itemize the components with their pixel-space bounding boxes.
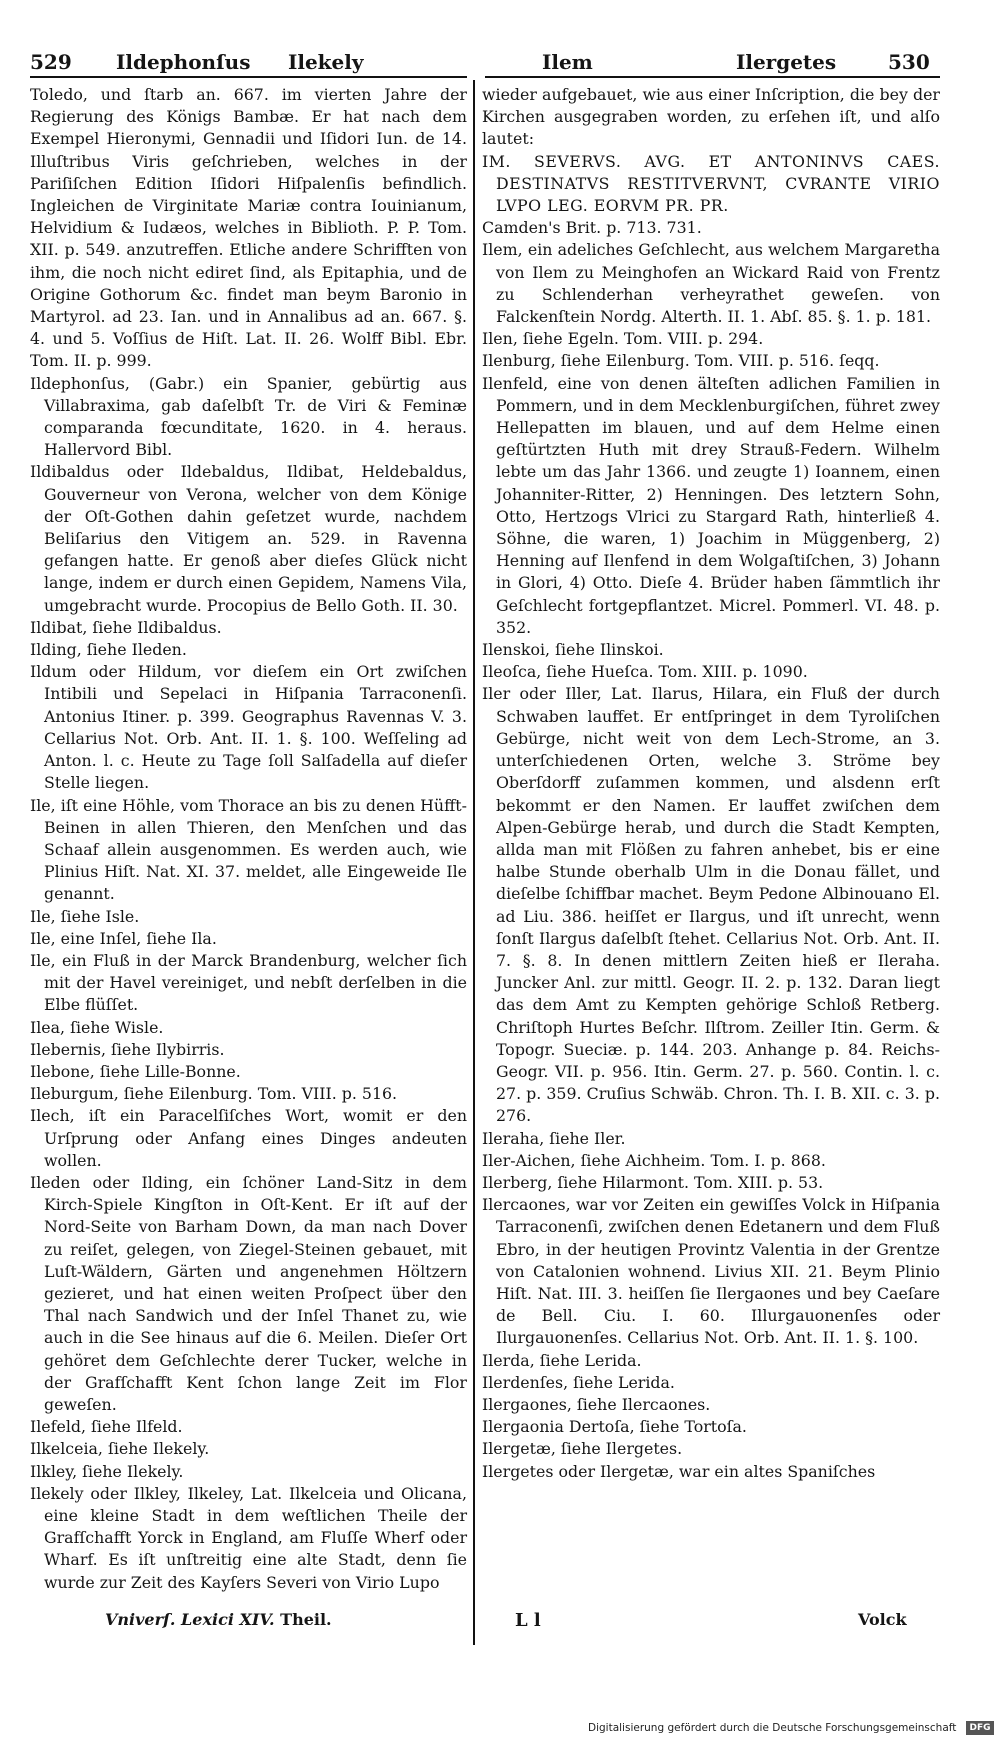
entry-paragraph: Ilercaones, war vor Zeiten ein gewiſſes Volck in Hiſpania Tarraconenſi, zwiſchen denen Edetanern und dem Fluß Ebro, in der heutigen Provintz Valentia in der Grentze von Catalonien wohnend. Livius XII. 21. Beym Plinio Hiſt. Nat. III. 3. heiſſen ſie Ilergaones und bey Caeſare de Bell. Ciu. I. 60. Illurgauonenſes oder Ilurgauonenſes. Cellarius Not. Orb. Ant. II. 1. §. 100. <box>482 1195 940 1348</box>
running-header <box>30 44 940 80</box>
right-page-number: 530 <box>888 50 930 74</box>
entry-paragraph: Ildephonſus, (Gabr.) ein Spanier, gebürtig aus Villabraxima, gab daſelbſt Tr. de Viri & Feminæ comparanda fœcunditate, 1620. in 4. heraus. Hallervord Bibl. <box>30 373 467 460</box>
left-header-word: Ilekely <box>288 50 364 74</box>
entry-paragraph: Ildibat, ſiehe Ildibaldus. <box>30 617 222 637</box>
entry-paragraph: Ilerdenſes, ſiehe Lerida. <box>482 1372 675 1392</box>
right-header-word: Ilem <box>542 50 593 74</box>
entry-paragraph: Ilding, ſiehe Ileden. <box>30 640 187 660</box>
entry-paragraph: Ilergetæ, ſiehe Ilergetes. <box>482 1439 683 1459</box>
entry-paragraph: Ile, eine Inſel, ſiehe Ila. <box>30 928 217 948</box>
entry-paragraph: Ilen, ſiehe Egeln. Tom. VIII. p. 294. <box>482 329 764 349</box>
entry-paragraph: Ilebernis, ſiehe Ilybirris. <box>30 1039 225 1059</box>
dfg-logo: DFG <box>966 1721 994 1735</box>
digitization-credit: Digitalisierung gefördert durch die Deutsche Forschungsgemeinschaft <box>588 1722 957 1734</box>
column-divider <box>473 80 475 1645</box>
entry-paragraph: Ileden oder Ilding, ein ſchöner Land-Sitz in dem Kirch-Spiele Kingſton in Oſt-Kent. Er iſt auf der Nord-Seite von Barham Down, da man nach Dover zu reiſet, gelegen, von Ziegel-Steinen gebauet, mit Luſt-Wäldern, Gärten und angenehmen Höltzern gezieret, und hat einen weiten Proſpect über den Thal nach Sandwich und der Inſel Thanet zu, wie auch in die See hinaus auf die 6. Meilen. Dieſer Ort gehöret dem Geſchlechte derer Tucker, welche in der Grafſchafft Kent ſchon lange Zeit im Flor geweſen. <box>30 1172 467 1414</box>
entry-paragraph: Ildum oder Hildum, vor dieſem ein Ort zwiſchen Intibili und Sepelaci in Hiſpania Tarraconenſi. Antonius Itiner. p. 399. Geographus Ravennas V. 3. Cellarius Not. Orb. Ant. II. 1. §. 100. Weſſeling ad Anton. l. c. Heute zu Tage ſoll Salſadella auf dieſer Stelle liegen. <box>30 662 467 793</box>
right-column <box>482 84 940 1483</box>
entry-paragraph: Ilefeld, ſiehe Ilfeld. <box>30 1417 183 1437</box>
entry-paragraph: Ile, iſt eine Höhle, vom Thorace an bis zu denen Hüfft-Beinen in allen Thieren, den Menſchen und das Schaaf allein ausgenommen. Es werden auch, wie Plinius Hiſt. Nat. XI. 37. meldet, alle Eingeweide Ile genannt. <box>30 795 467 904</box>
entry-paragraph: Ilergaonia Dertoſa, ſiehe Tortoſa. <box>482 1417 747 1437</box>
header-rule <box>485 76 940 78</box>
entry-paragraph: Iler-Aichen, ſiehe Aichheim. Tom. I. p. 868. <box>482 1150 826 1170</box>
entry-paragraph: Ilergaones, ſiehe Ilercaones. <box>482 1394 711 1414</box>
sheet-mark: L l <box>515 1610 541 1631</box>
entry-paragraph: Ilem, ein adeliches Geſchlecht, aus welchem Margaretha von Ilem zu Meinghofen an Wickard Raid von Frentz zu Schlenderhan verheyrathet geweſen. von Falckenſtein Nordg. Alterth. II. 1. Abſ. 85. §. 1. p. 181. <box>482 240 940 327</box>
right-header-word: Ilergetes <box>736 50 837 74</box>
entry-paragraph: Ilea, ſiehe Wisle. <box>30 1017 164 1037</box>
entry-paragraph: Ilkley, ſiehe Ilekely. <box>30 1461 184 1481</box>
entry-paragraph: Ilebone, ſiehe Lille-Bonne. <box>30 1061 241 1081</box>
entry-paragraph: Ile, ſiehe Isle. <box>30 906 140 926</box>
citation: Camden's Brit. p. 713. 731. <box>482 218 702 238</box>
entry-paragraph: Ilkelceia, ſiehe Ilekely. <box>30 1439 210 1459</box>
entry-paragraph: Ileburgum, ſiehe Eilenburg. Tom. VIII. p. 516. <box>30 1084 398 1104</box>
left-page-number: 529 <box>30 50 72 74</box>
left-column <box>30 84 467 1594</box>
entry-paragraph: Ilech, iſt ein Paracelſiſches Wort, womit er den Urſprung oder Anfang eines Dinges andeuten wollen. <box>30 1106 467 1170</box>
entry-paragraph: Ilekely oder Ilkley, Ilkeley, Lat. Ilkelceia und Olicana, eine kleine Stadt in dem weſtlichen Theile der Grafſchafft Yorck in England, am Fluſſe Wherf oder Wharf. Es iſt unſtreitig eine alte Stadt, denn ſie wurde zur Zeit des Kayſers Severi von Virio Lupo <box>30 1483 467 1592</box>
catchword: Volck <box>858 1610 907 1629</box>
entry-paragraph: Ilergetes oder Ilergetæ, war ein altes Spaniſches <box>482 1461 876 1481</box>
entry-paragraph: Ilerda, ſiehe Lerida. <box>482 1350 642 1370</box>
entry-paragraph: Ile, ein Fluß in der Marck Brandenburg, welcher ſich mit der Havel vereiniget, und nebſt derſelben in die Elbe flüſſet. <box>30 950 467 1015</box>
entry-paragraph: Ilenburg, ſiehe Eilenburg. Tom. VIII. p. 516. ſeqq. <box>482 351 880 371</box>
entry-paragraph: Ilerberg, ſiehe Hilarmont. Tom. XIII. p. 53. <box>482 1172 824 1192</box>
header-rule <box>30 76 467 78</box>
signature-volume-word: Theil. <box>280 1610 332 1629</box>
entry-paragraph: Iler oder Iller, Lat. Ilarus, Hilara, ein Fluß der durch Schwaben lauffet. Er entſpringet in dem Tyroliſchen Gebürge, nicht weit von dem Lech-Strome, an 3. unterſchiedenen Orten, welche 3. Ströme bey Oberſdorff zuſammen kommen, und alsdenn erſt bekommt er den Namen. Er lauffet zwiſchen dem Alpen-Gebürge herab, und durch die Stadt Kempten, allda man mit Flößen zu fahren anhebet, bis er eine halbe Stunde oberhalb Ulm in die Donau fället, und dieſelbe ſchiffbar machet. Beym Pedone Albinouano El. ad Liu. 386. heiſſet er Ilargus, und iſt unrecht, wenn ſonſt Ilargus daſelbſt ſtehet. Cellarius Not. Orb. Ant. II. 7. §. 8. In denen mittlern Zeiten hieß er Ileraha. Juncker Anl. zur mittl. Geogr. II. 2. p. 132. Daran liegt das dem Amt zu Kempten gehörige Schloß Retberg. Chriſtoph Hurtes Beſchr. Ilſtrom. Zeiller Itin. Germ. & Topogr. Sueciæ. p. 144. 203. Anhange p. 84. Reichs-Geogr. VII. p. 956. Itin. Germ. 27. p. 560. Contin. l. c. 27. p. 359. Cruſius Schwäb. Chron. Th. I. B. XII. c. 3. p. 276. <box>482 684 940 1126</box>
signature-line <box>105 1610 332 1629</box>
inscription-text: IM. SEVERVS. AVG. ET ANTONINVS CAES. DESTINATVS RESTITVERVNT, CVRANTE VIRIO LVPO LEG. EORVM PR. PR. <box>482 151 940 216</box>
entry-paragraph: Ileraha, ſiehe Iler. <box>482 1128 626 1148</box>
entry-paragraph: Ildibaldus oder Ildebaldus, Ildibat, Heldebaldus, Gouverneur von Verona, welcher von dem Könige der Oſt-Gothen dahin geſetzet wurde, nachdem Beliſarius den Vitigem an. 529. in Ravenna gefangen hatte. Er genoß aber dieſes Glück nicht lange, indem er durch einen Gepidem, Namens Vila, umgebracht wurde. Procopius de Bello Goth. II. 30. <box>30 462 467 615</box>
entry-paragraph: Ileoſca, ſiehe Hueſca. Tom. XIII. p. 1090. <box>482 662 808 682</box>
signature-text: Vniverſ. Lexici XIV. <box>105 1610 275 1629</box>
entry-paragraph: Ilenskoi, ſiehe Ilinskoi. <box>482 640 664 660</box>
entry-paragraph: Ilenfeld, eine von denen älteſten adlichen Familien in Pommern, und in dem Mecklenburgiſchen, führet zwey Hellepatten im blauen, und auf dem Helme einen geſtürtzten Huth mit drey Strauß-Federn. Wilhelm lebte um das Jahr 1366. und zeugte 1) Ioannem, einen Johanniter-Ritter, 2) Henningen. Des letztern Sohn, Otto, Hertzogs Vlrici zu Stargard Rath, hinterließ 4. Söhne, die waren, 1) Joachim in Müggenberg, 2) Henning auf Ilenfend in dem Wolgaſtiſchen, 3) Johann in Glori, 4) Otto. Dieſe 4. Brüder haben ſämmtlich ihr Geſchlecht fortgepflantzet. Micrel. Pommerl. VI. 48. p. 352. <box>482 373 940 637</box>
left-header-word: Ildephonſus <box>116 50 251 74</box>
entry-paragraph: wieder aufgebauet, wie aus einer Inſcription, die bey der Kirchen ausgegraben worden, zu erſehen iſt, und alſo lautet: <box>482 85 940 149</box>
entry-paragraph: Toledo, und ſtarb an. 667. im vierten Jahre der Regierung des Königs Bambæ. Er hat nach dem Exempel Hieronymi, Gennadii und Iſidori Iun. de 14. Illuſtribus Viris geſchrieben, welches in der Pariſiſchen Edition Iſidori Hiſpalenſis befindlich. Ingleichen de Virginitate Mariæ contra Iouinianum, Helvidium & Iudæos, welches in Biblioth. P. P. Tom. XII. p. 549. anzutreffen. Etliche andere Schrifften von ihm, die noch nicht ediret ſind, als Epitaphia, und de Origine Gothorum &c. findet man beym Baronio in Martyrol. ad 23. Ian. und in Annalibus ad an. 667. §. 4. und 5. Voſſius de Hiſt. Lat. II. 26. Wolff Bibl. Ebr. Tom. II. p. 999. <box>30 85 467 371</box>
